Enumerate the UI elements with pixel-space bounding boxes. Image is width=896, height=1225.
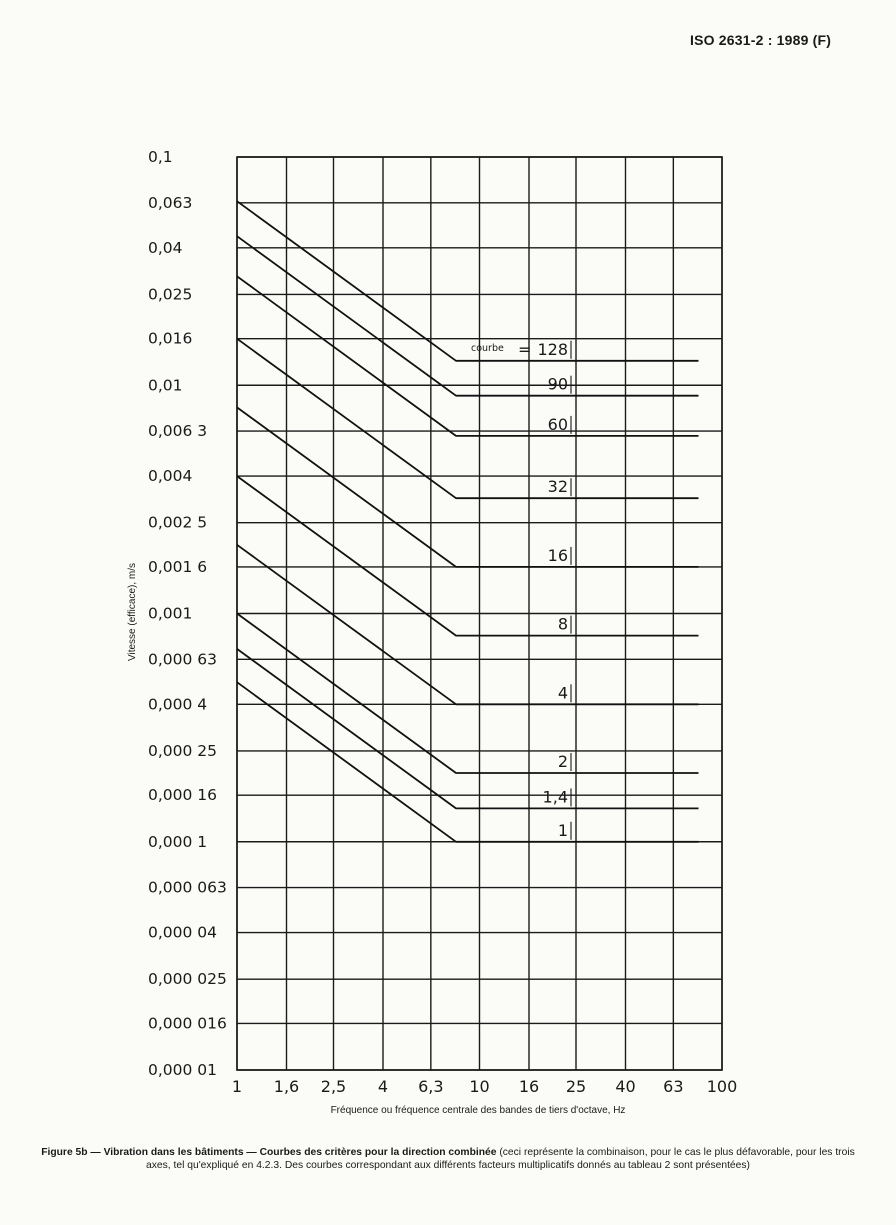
curve-label: 128 [537,339,568,359]
curve-128 [237,201,699,361]
curve-label: 60 [547,414,568,434]
x-tick-label: 2,5 [320,1077,347,1096]
x-tick-label: 100 [706,1077,738,1096]
curve-label-prefix: courbe [471,342,504,354]
y-tick-label: 0,000 025 [148,970,227,989]
y-tick-label: 0,063 [148,193,193,212]
y-tick-label: 0,000 063 [148,878,227,897]
x-tick-label: 10 [469,1077,490,1096]
y-tick-label: 0,000 04 [148,923,218,942]
y-tick-label: 0,000 1 [148,832,208,851]
y-tick-label: 0,000 016 [148,1014,227,1033]
curve-2 [237,614,699,774]
x-tick-label: 4 [377,1077,389,1096]
y-tick-label: 0,01 [148,376,183,395]
y-tick-label: 0,004 [148,467,193,486]
curve-label: 1,4 [542,787,568,807]
y-tick-label: 0,04 [148,238,183,257]
curve-1 [237,682,699,842]
y-tick-label: 0,000 63 [148,650,218,669]
curve-label: 1 [557,820,568,840]
curve-32 [237,339,699,499]
curve-label: 16 [547,545,568,565]
curve-label: 4 [557,683,568,703]
y-tick-label: 0,025 [148,285,193,304]
x-tick-label: 16 [518,1077,540,1096]
curve-label: 90 [547,374,568,394]
curve-label-equals: = [518,339,532,359]
figure-caption-text: (ceci représente la combinaison, pour le cas le plus défavorable, pour les trois axes, tel qu'expliqué en 4.2.3. Des courbes correspondant aux différents facteurs multiplicatifs donnés au tableau 2 sont présentées) [146,1147,855,1171]
horizontal-gridlines [237,157,722,1070]
curve-label: 8 [557,614,568,634]
x-tick-label: 25 [565,1077,587,1096]
y-tick-label: 0,000 25 [148,741,218,760]
x-tick-label: 1,6 [273,1077,300,1096]
y-tick-label: 0,000 4 [148,695,208,714]
curve-60 [237,276,699,436]
curve-4 [237,545,699,705]
curve-label: 2 [557,752,568,772]
y-tick-label: 0,000 01 [148,1061,218,1079]
x-tick-label: 6,3 [418,1077,444,1096]
y-axis-title: Vitesse (efficace), m/s [127,563,138,661]
y-tick-label: 0,006 3 [148,422,208,441]
curve-label: 32 [547,477,568,497]
y-tick-label: 0,1 [148,148,173,166]
curve-90 [237,236,699,396]
x-tick-label: 63 [663,1077,684,1096]
y-tick-label: 0,000 16 [148,786,218,805]
figure-caption [28,1146,868,1172]
figure-caption-label: Figure 5b — Vibration dans les bâtiments — Courbes des critères pour la direction combinée [41,1147,497,1158]
y-tick-label: 0,001 6 [148,557,208,576]
curve-1-4 [237,649,699,809]
x-tick-label: 40 [615,1077,636,1096]
curve-8 [237,476,699,635]
y-tick-label: 0,001 [148,604,193,623]
x-axis-title: Fréquence ou fréquence centrale des bandes de tiers d'octave, Hz [330,1105,626,1116]
y-tick-label: 0,002 5 [148,513,208,532]
x-tick-label: 1 [231,1077,243,1096]
y-tick-label: 0,016 [148,329,193,348]
criteria-curves [237,201,699,842]
x-axis-ticks [232,1077,737,1096]
y-axis-ticks [148,148,227,1079]
curve-labels [471,340,571,840]
document-header: ISO 2631-2 : 1989 (F) [690,32,832,48]
